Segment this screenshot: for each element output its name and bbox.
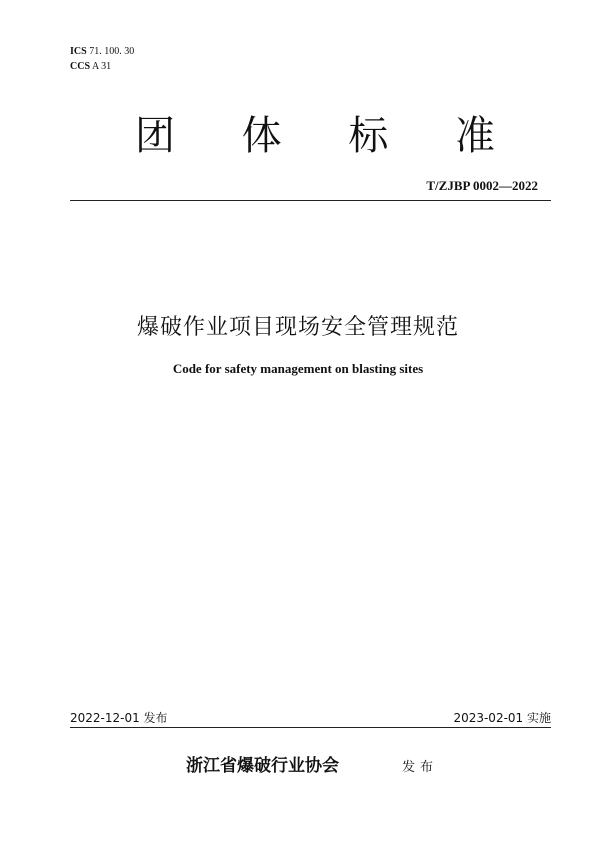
ccs-classification — [70, 61, 111, 73]
standard-code: T/ZJBP 0002—2022 — [426, 178, 538, 193]
standard-type-char-3: 标 — [348, 113, 389, 159]
implementation-date: 2023-02-01 实施 — [453, 711, 551, 725]
standard-type-char-1: 团 — [135, 113, 175, 159]
standard-type-char-4: 准 — [454, 113, 495, 159]
standard-type-char-2: 体 — [241, 113, 282, 159]
bottom-divider — [70, 727, 551, 728]
top-divider — [70, 200, 551, 201]
ccs-label: CCS — [70, 61, 91, 72]
issue-date: 2022-12-01 发布 — [70, 711, 168, 725]
publisher-name: 浙江省爆破行业协会 — [186, 756, 339, 776]
publish-label: 发布 — [402, 760, 439, 775]
english-title: Code for safety management on blasting sites — [172, 361, 424, 376]
ics-classification — [70, 46, 134, 58]
ics-value: 71. 100. 30 — [89, 46, 135, 57]
chinese-title: 爆破作业项目现场安全管理规范 — [136, 315, 459, 340]
ics-label: ICS — [70, 46, 87, 57]
ccs-value: A 31 — [91, 61, 112, 72]
standard-type-heading — [135, 112, 495, 160]
